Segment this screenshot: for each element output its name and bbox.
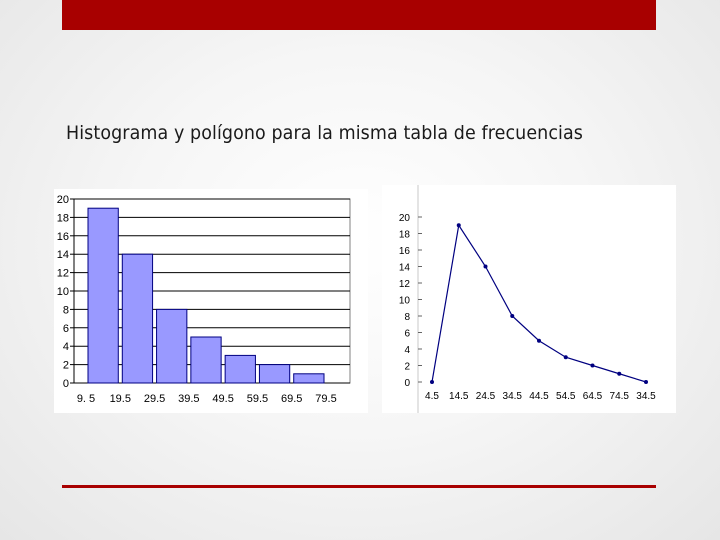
data-point — [484, 265, 488, 269]
y-tick-label: 16 — [398, 246, 410, 257]
data-point — [537, 339, 541, 343]
x-tick-label: 24.5 — [475, 391, 496, 402]
data-point — [457, 223, 461, 227]
data-point — [617, 372, 621, 376]
data-point — [430, 380, 434, 384]
x-tick-label: 69.5 — [281, 393, 303, 405]
histogram-bar — [225, 355, 255, 383]
histogram-bar — [122, 254, 152, 383]
x-tick-label: 59.5 — [246, 393, 269, 405]
x-tick-label: 39.5 — [178, 393, 200, 405]
data-point — [564, 355, 568, 359]
data-point — [510, 314, 514, 318]
x-tick-label: 49.5 — [212, 393, 234, 405]
data-point — [644, 380, 648, 384]
x-tick-label: 74.5 — [609, 391, 629, 402]
y-tick-label: 12 — [56, 267, 69, 280]
x-tick-label: 64.5 — [582, 391, 603, 402]
y-tick-label: 6 — [62, 322, 69, 335]
y-tick-label: 2 — [62, 359, 69, 372]
x-tick-label: 29.5 — [143, 393, 166, 405]
histogram-chart — [54, 189, 368, 413]
frequency-polygon-chart — [382, 185, 676, 413]
y-tick-label: 10 — [398, 295, 410, 307]
y-tick-label: 8 — [404, 312, 410, 323]
x-tick-label: 54.5 — [556, 391, 576, 402]
x-tick-label: 14.5 — [449, 391, 469, 402]
histogram-bar — [191, 337, 221, 383]
y-tick-label: 0 — [404, 378, 410, 389]
bottom-accent-line — [62, 485, 656, 488]
histogram-bar — [157, 309, 187, 383]
y-tick-label: 4 — [404, 345, 410, 356]
y-tick-label: 0 — [62, 378, 69, 390]
y-tick-label: 18 — [398, 229, 410, 241]
histogram-bar — [259, 365, 289, 383]
slide-title: Histograma y polígono para la misma tabla de frecuencias — [66, 122, 584, 144]
y-tick-label: 2 — [404, 361, 410, 373]
y-tick-label: 16 — [56, 230, 69, 243]
y-tick-label: 14 — [398, 262, 410, 274]
y-tick-label: 20 — [56, 194, 69, 206]
x-tick-label: 4.5 — [425, 391, 439, 402]
y-tick-label: 10 — [56, 286, 69, 298]
x-tick-label: 79.5 — [315, 393, 337, 405]
top-accent-bar — [62, 0, 656, 30]
histogram-bar — [294, 374, 324, 383]
x-tick-label: 9. 5 — [76, 393, 96, 405]
y-tick-label: 12 — [398, 279, 410, 290]
data-point — [591, 364, 595, 368]
histogram-svg — [54, 189, 368, 413]
y-tick-label: 14 — [56, 249, 69, 262]
y-tick-label: 8 — [62, 304, 69, 317]
frequency-polygon-line — [432, 225, 646, 382]
x-tick-label: 34.5 — [502, 391, 522, 402]
x-tick-label: 34.5 — [636, 391, 656, 402]
y-tick-label: 4 — [62, 341, 69, 354]
x-tick-label: 44.5 — [529, 391, 549, 402]
x-tick-label: 19.5 — [109, 393, 131, 405]
frequency-polygon-svg — [382, 185, 676, 413]
y-tick-label: 20 — [398, 213, 410, 224]
y-tick-label: 6 — [404, 328, 410, 340]
histogram-bar — [88, 208, 118, 383]
y-tick-label: 18 — [56, 212, 69, 225]
